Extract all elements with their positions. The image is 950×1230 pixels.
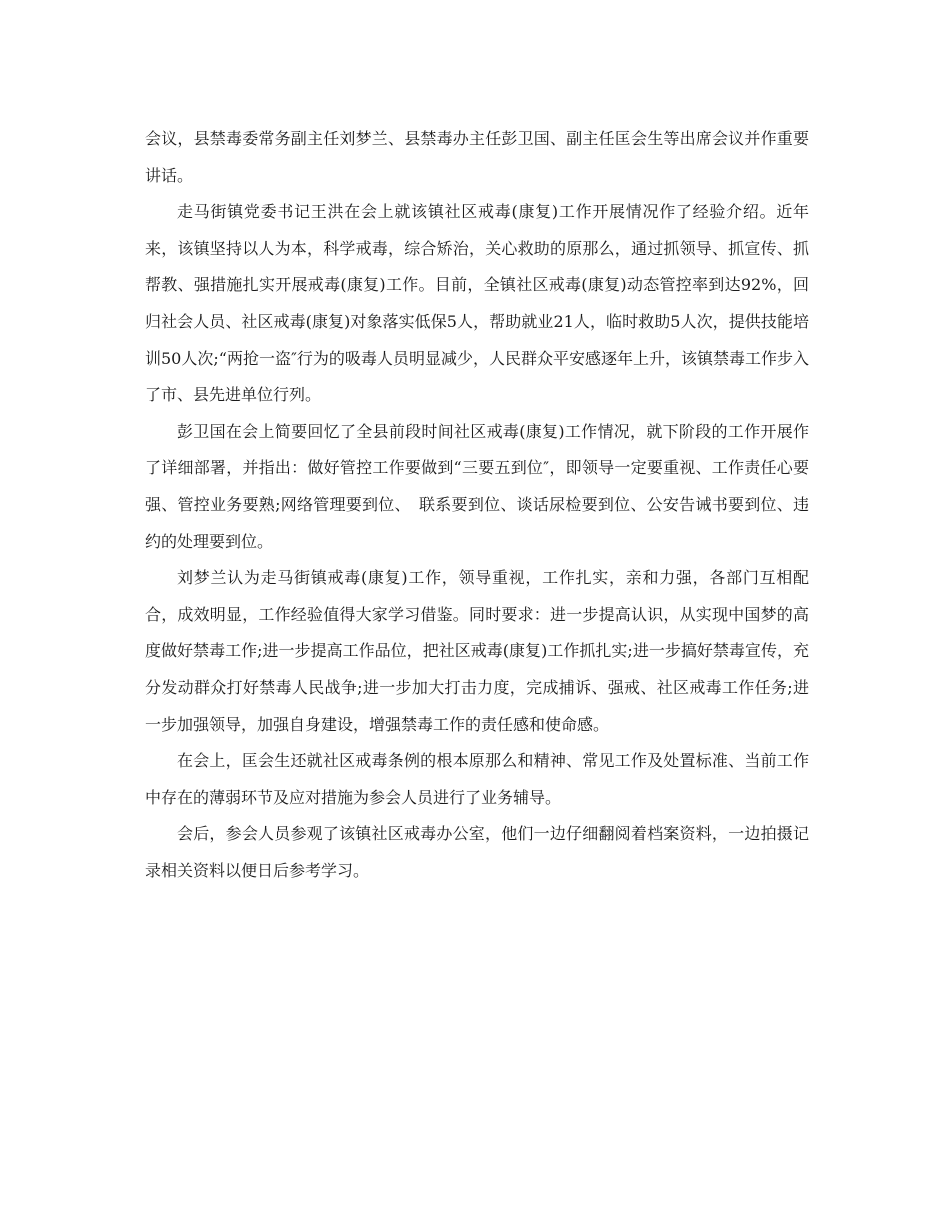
paragraph-2: 走马街镇党委书记王洪在会上就该镇社区戒毒(康复)工作开展情况作了经验介绍。近年来，该镇坚持以人为本，科学戒毒，综合矫治，关心救助的原那么，通过抓领导、抓宣传、抓帮教、强措施扎实开展戒毒(康复)工作。目前，全镇社区戒毒(康复)动态管控率到达92%，回归社会人员、社区戒毒(康复)对象落实低保5人，帮助就业21人，临时救助5人次，提供技能培训50人次;“两抢一盗″行为的吸毒人员明显减少，人民群众平安感逐年上升，该镇禁毒工作步入了市、县先进单位行列。 — [145, 202, 809, 405]
paragraph-4: 刘梦兰认为走马街镇戒毒(康复)工作，领导重视，工作扎实，亲和力强，各部门互相配合，成效明显，工作经验值得大家学习借鉴。同时要求：进一步提高认识，从实现中国梦的高度做好禁毒工作;进一步提高工作品位，把社区戒毒(康复)工作抓扎实;进一步搞好禁毒宣传，充分发动群众打好禁毒人民战争;进一步加大打击力度，完成捕诉、强戒、社区戒毒工作任务;进一步加强领导，加强自身建设，增强禁毒工作的责任感和使命感。 — [145, 568, 809, 734]
paragraph-5: 在会上，匡会生还就社区戒毒条例的根本原那么和精神、常见工作及处置标准、当前工作中存在的薄弱环节及应对措施为参会人员进行了业务辅导。 — [145, 751, 809, 807]
paragraph-3: 彭卫国在会上简要回忆了全县前段时间社区戒毒(康复)工作情况，就下阶段的工作开展作了详细部署，并指出：做好管控工作要做到“三要五到位″，即领导一定要重视、工作责任心要强、管控业务要熟;网络管理要到位、 联系要到位、谈话尿检要到位、公安告诫书要到位、违约的处理要到位。 — [145, 421, 809, 551]
document-page — [145, 121, 809, 889]
paragraph-1: 会议，县禁毒委常务副主任刘梦兰、县禁毒办主任彭卫国、副主任匡会生等出席会议并作重要讲话。 — [145, 129, 809, 185]
paragraph-6: 会后，参会人员参观了该镇社区戒毒办公室，他们一边仔细翻阅着档案资料，一边拍摄记录相关资料以便日后参考学习。 — [145, 824, 809, 880]
